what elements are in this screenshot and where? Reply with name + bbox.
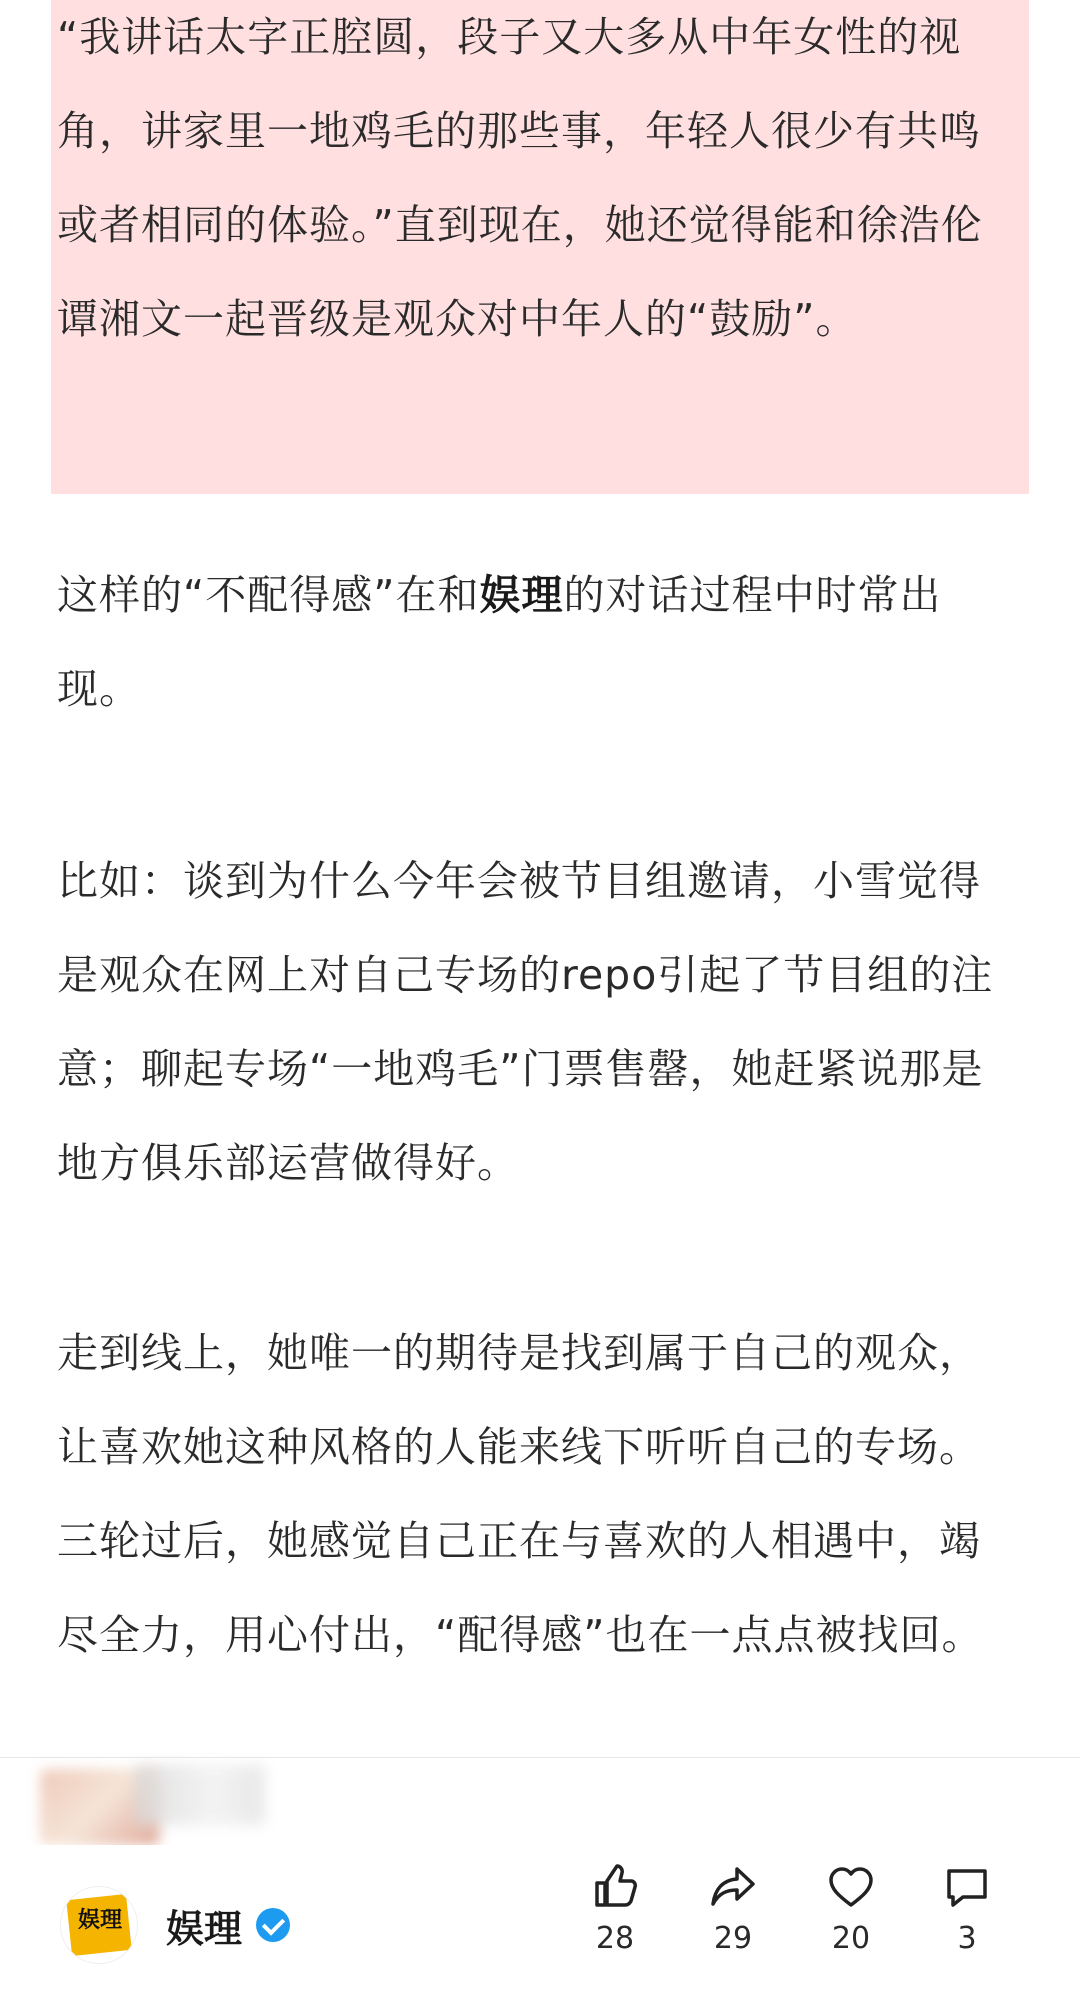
paragraph-4: 走到线上，她唯一的期待是找到属于自己的观众，让喜欢她这种风格的人能来线下听听自己的专场。三轮过后，她感觉自己正在与喜欢的人相遇中，竭尽全力，用心付出，“配得感”也在一点点被找回。 [57, 1329, 984, 1659]
blurred-thumbnail-2 [135, 1765, 265, 1825]
divider [0, 1757, 1080, 1758]
avatar[interactable] [60, 1886, 138, 1964]
like-button[interactable] [570, 1863, 660, 1956]
heart-icon [827, 1863, 875, 1911]
comment-count: 3 [957, 1921, 977, 1956]
brand-mention[interactable]: 娱理 [479, 571, 564, 619]
paragraph-2-text-a: 这样的“不配得感”在和 [57, 571, 480, 619]
avatar-logo-text: 娱理 [77, 1908, 122, 1933]
like-count: 28 [595, 1921, 635, 1956]
comment-button[interactable] [922, 1863, 1012, 1956]
paragraph-3: 比如：谈到为什么今年会被节目组邀请，小雪觉得是观众在网上对自己专场的repo引起了节目组的注意；聊起专场“一地鸡毛”门票售罄，她赶紧说那是地方俱乐部运营做得好。 [57, 857, 994, 1187]
author-name[interactable]: 娱理 [166, 1906, 243, 1951]
paragraph-2-text-b: 的对话过程中时常出现。 [57, 571, 942, 713]
verified-badge-icon [256, 1908, 290, 1942]
bottom-fade-overlay [560, 1968, 760, 2001]
author-info[interactable] [60, 1885, 290, 1965]
post-footer-bar [0, 1845, 1080, 2001]
thumbs-up-icon [591, 1863, 639, 1911]
share-arrow-icon [709, 1863, 757, 1911]
favorite-button[interactable] [806, 1863, 896, 1956]
favorite-count: 20 [831, 1921, 871, 1956]
paragraph-2 [57, 548, 1017, 736]
blurred-thumbnails [40, 1763, 270, 1845]
share-count: 29 [713, 1921, 753, 1956]
quote-paragraph: “我讲话太字正腔圆，段子又大多从中年女性的视角，讲家里一地鸡毛的那些事，年轻人很少有共鸣或者相同的体验。”直到现在，她还觉得能和徐浩伦谭湘文一起晋级是观众对中年人的“鼓励”。 [57, 13, 983, 343]
comment-icon [943, 1863, 991, 1911]
share-button[interactable] [688, 1863, 778, 1956]
